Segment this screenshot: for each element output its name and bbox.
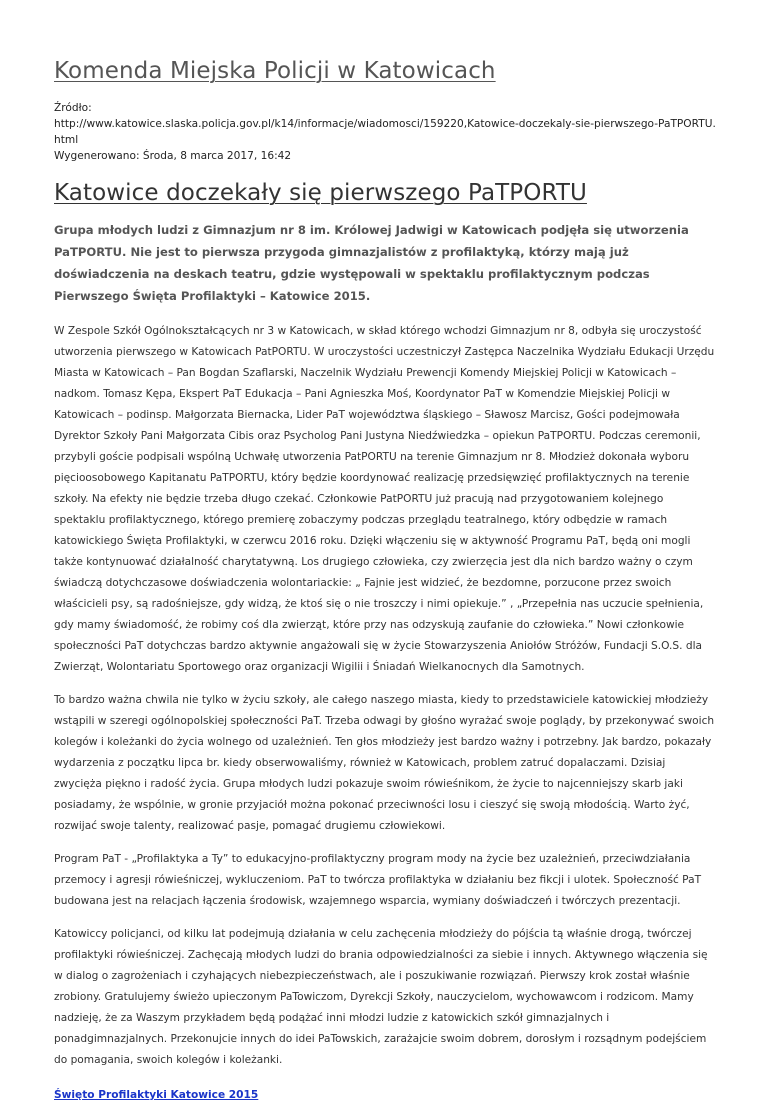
document-meta bbox=[54, 100, 716, 164]
article-paragraph-4: Katowiccy policjanci, od kilku lat podejmują działania w celu zachęcenia młodzieży do pójścia tą właśnie drogą, twórczej profilaktyki rówieśniczej. Zachęcają młodych ludzi do brania odpowiedzialności za siebie i innych. Aktywnego włączenia się w dialog o zagrożeniach i czyhających niebezpieczeństwach, ale i poszukiwanie rozwiązań. Pierwszy krok został właśnie zrobiony. Gratulujemy świeżo upieczonym PaTowiczom, Dyrekcji Szkoły, nauczycielom, wychowawcom i rodzicom. Mamy nadzieję, że za Waszym przykładem będą podążać inni młodzi ludzie z katowickich szkół gimnazjalnych i ponadgimnazjalnych. Przekonujcie innych do idei PaTowskich, zarażajcie swoim dobrem, dorosłym i rozsądnym podejściem do pomagania, swoich kolegów i koleżanki. bbox=[54, 928, 708, 1066]
site-title: Komenda Miejska Policji w Katowicach bbox=[54, 58, 496, 84]
article-paragraph-3: Program PaT - „Profilaktyka a Ty” to edukacyjno-profilaktyczny program mody na życie bez uzależnień, przeciwdziałania przemocy i agresji rówieśniczej, wykluczeniom. PaT to twórcza profilaktyka w działaniu bez fikcji i ulotek. Społeczność PaT budowana jest na relacjach łączenia środowisk, wzajemnego wsparcia, wymiany doświadczeń i twórczych prezentacji. bbox=[54, 853, 702, 907]
article-lead: Grupa młodych ludzi z Gimnazjum nr 8 im. Królowej Jadwigi w Katowicach podjęła się utworzenia PaTPORTU. Nie jest to pierwsza przygoda gimnazjalistów z profilaktyką, którzy mają już doświadczenia na deskach teatru, gdzie występowali w spektaklu profilaktycznym podczas Pierwszego Święta Profilaktyki – Katowice 2015. bbox=[54, 223, 689, 303]
related-link[interactable]: Święto Profilaktyki Katowice 2015 bbox=[54, 1089, 259, 1101]
source-url-line1: http://www.katowice.slaska.policja.gov.pl/k14/informacje/wiadomosci/159220,Katowice-doczekaly-sie-pierwszego-PaTPORTU. bbox=[54, 118, 716, 130]
article-paragraph-1: W Zespole Szkół Ogólnokształcących nr 3 w Katowicach, w skład którego wchodzi Gimnazjum nr 8, odbyła się uroczystość utworzenia pierwszego w Katowicach PatPORTU. W uroczystości uczestniczył Zastępca Naczelnika Wydziału Edukacji Urzędu Miasta w Katowicach – Pan Bogdan Szaflarski, Naczelnik Wydziału Prewencji Komendy Miejskiej Policji w Katowicach – nadkom. Tomasz Kępa, Ekspert PaT Edukacja – Pani Agnieszka Moś, Koordynator PaT w Komendzie Miejskiej Policji w Katowicach – podinsp. Małgorzata Biernacka, Lider PaT województwa śląskiego – Sławosz Marcisz, Gości podejmowała Dyrektor Szkoły Pani Małgorzata Cibis oraz Psycholog Pani Justyna Niedźwiedzka – opiekun PaTPORTU. Podczas ceremonii, przybyli goście podpisali wspólną Uchwałę utworzenia PatPORTU na terenie Gimnazjum nr 8. Młodzież dokonała wyboru pięcioosobowego Kapitanatu PaTPORTU, który będzie koordynować realizację przedsięwzięć profilaktycznych na terenie szkoły. Na efekty nie będzie trzeba długo czekać. Członkowie PatPORTU już pracują nad przygotowaniem kolejnego spektaklu profilaktycznego, którego premierę zobaczymy podczas przeglądu teatralnego, który odbędzie w ramach katowickiego Święta Profilaktyki, w czerwcu 2016 roku. Dzięki włączeniu się w aktywność Programu PaT, będą oni mogli także kontynuować działalność charytatywną. Los drugiego człowieka, czy zwierzęcia jest dla nich bardzo ważny o czym świadczą dotychczasowe doświadczenia wolontariackie: „ Fajnie jest widzieć, że bezdomne, porzucone przez swoich właścicieli psy, są radośniejsze, gdy widzą, że ktoś się o nie troszczy i nimi opiekuje.” , „Przepełnia nas uczucie spełnienia, gdy mamy świadomość, że robimy coś dla zwierząt, które przy nas odzyskują zaufanie do człowieka.” Nowi członkowie społeczności PaT dotychczas bardzo aktywnie angażowali się w życie Stowarzyszenia Aniołów Stróżów, Fundacji S.O.S. dla Zwierząt, Wolontariatu Sportowego oraz organizacji Wigilii i Śniadań Wielkanocnych dla Samotnych. bbox=[54, 325, 715, 673]
article-title: Katowice doczekały się pierwszego PaTPORTU bbox=[54, 180, 587, 206]
source-url-line2: html bbox=[54, 134, 79, 146]
source-label: Źródło: bbox=[54, 102, 92, 114]
article-paragraph-2: To bardzo ważna chwila nie tylko w życiu szkoły, ale całego naszego miasta, kiedy to przedstawiciele katowickiej młodzieży wstąpili w szeregi ogólnopolskiej społeczności PaT. Trzeba odwagi by głośno wyrażać swoje poglądy, by przekonywać swoich kolegów i koleżanki do życia wolnego od uzależnień. Ten głos młodzieży jest bardzo ważny i potrzebny. Jak bardzo, pokazały wydarzenia z początku lipca br. kiedy obserwowaliśmy, również w Katowicach, problem zatruć dopalaczami. Dzisiaj zwycięża piękno i radość życia. Grupa młodych ludzi pokazuje swoim rówieśnikom, że życie to najcenniejszy skarb jaki posiadamy, że wspólnie, w gronie przyjaciół można pokonać przeciwności losu i cieszyć się swoją młodością. Warto żyć, rozwijać swoje talenty, realizować pasje, pomagać drugiemu człowiekowi. bbox=[54, 694, 715, 832]
generated-timestamp: Wygenerowano: Środa, 8 marca 2017, 16:42 bbox=[54, 150, 292, 162]
